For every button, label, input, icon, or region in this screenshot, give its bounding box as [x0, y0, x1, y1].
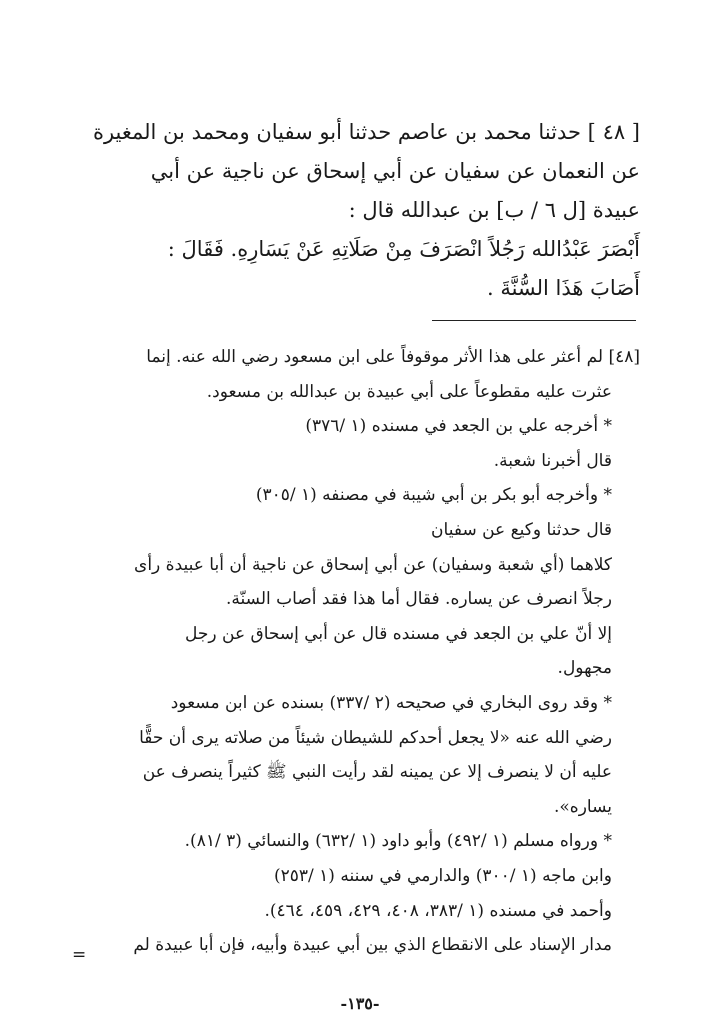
footnote-line-5: * وأخرجه أبو بكر بن أبي شيبة في مصنفه (١ /٣٠٥) [255, 485, 612, 506]
main-line-5: أَصَابَ هَذَا السُّنَّةَ . [486, 276, 640, 300]
footnote-line-11: * وقد روى البخاري في صحيحه (٢ /٣٣٧) بسنده عن ابن مسعود [170, 692, 612, 713]
page-number: -١٣٥- [340, 994, 380, 1013]
main-line-2: عن النعمان عن سفيان عن أبي إسحاق عن ناجية عن أبي [150, 159, 640, 183]
footnote-line-16: وابن ماجه (١ /٣٠٠) والدارمي في سننه (١ /٢٥٣) [273, 865, 612, 886]
continuation-mark: = [72, 945, 87, 965]
footnote-line-2: عثرت عليه مقطوعاً على أبي عبيدة بن عبدالله بن مسعود. [206, 381, 612, 402]
footnote-line-17: وأحمد في مسنده (١ /٣٨٣، ٤٠٨، ٤٢٩، ٤٥٩، ٤٦٤). [264, 900, 612, 921]
footnote-line-4: قال أخبرنا شعبة. [493, 450, 612, 471]
footnotes [96, 340, 640, 963]
main-line-1: [ ٤٨ ] حدثنا محمد بن عاصم حدثنا أبو سفيان ومحمد بن المغيرة [92, 120, 640, 144]
footnote-line-14: يساره». [554, 796, 612, 817]
main-line-4: أَبْصَرَ عَبْدُالله رَجُلاً انْصَرَفَ مِنْ صَلَاتِهِ عَنْ يَسَارِهِ. فَقَالَ : [167, 237, 640, 261]
footnote-line-7: كلاهما (أي شعبة وسفيان) عن أبي إسحاق عن ناجية أن أبا عبيدة رأى [134, 554, 612, 575]
hadith-text [92, 113, 640, 308]
footnote-separator [432, 320, 636, 321]
footnote-line-3: * أخرجه علي بن الجعد في مسنده (١ /٣٧٦) [305, 416, 612, 437]
main-line-3: عبيدة [ل ٦ / ب] بن عبدالله قال : [348, 198, 640, 222]
footnote-line-12: رضي الله عنه «لا يجعل أحدكم للشيطان شيئاً من صلاته يرى أن حقًّا [139, 727, 612, 748]
footnote-line-15: * ورواه مسلم (١ /٤٩٢) وأبو داود (١ /٦٣٢) والنسائي (٣ /٨١). [184, 831, 612, 852]
footnote-line-6: قال حدثنا وكيع عن سفيان [431, 519, 612, 540]
footnote-line-1: [٤٨] لم أعثر على هذا الأثر موقوفاً على ابن مسعود رضي الله عنه. إنما [146, 347, 640, 367]
footnote-line-18: مدار الإسناد على الانقطاع الذي بين أبي عبيدة وأبيه، فإن أبا عبيدة لم [133, 935, 612, 956]
footnote-line-9: إلا أنّ علي بن الجعد في مسنده قال عن أبي إسحاق عن رجل [185, 623, 612, 644]
footnote-line-8: رجلاً انصرف عن يساره. فقال أما هذا فقد أصاب السنّة. [226, 589, 612, 610]
footnote-line-10: مجهول. [557, 658, 612, 679]
footnote-line-13: عليه أن لا ينصرف إلا عن يمينه لقد رأيت النبي ﷺ كثيراً ينصرف عن [142, 762, 612, 783]
